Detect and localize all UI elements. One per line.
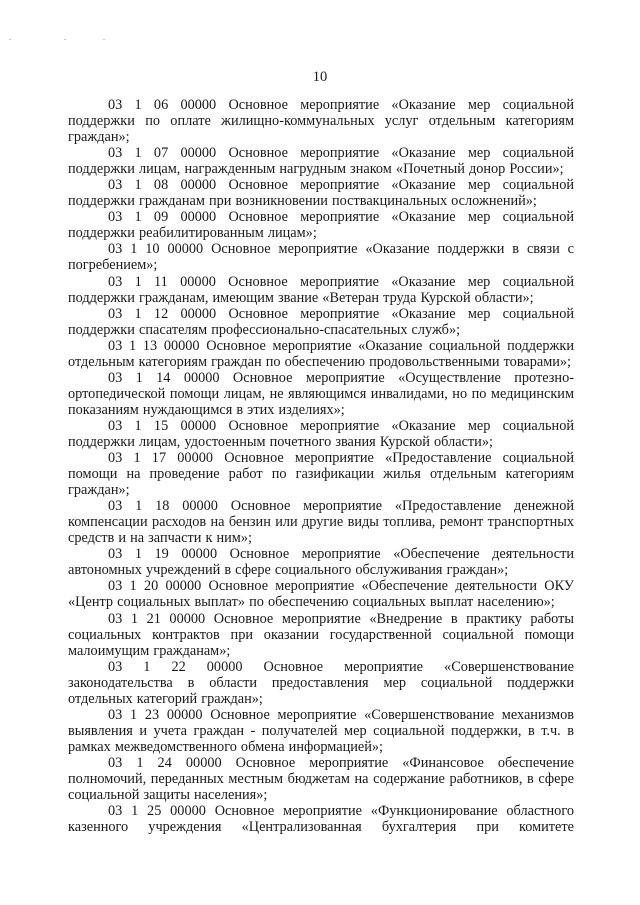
page-number: 10 — [312, 69, 328, 85]
paragraph: 03 1 23 00000 Основное мероприятие «Совершенствование механизмов выявления и учета граждан - получателей мер социальной поддержки, в т.ч. в рамках межведомственного обмена информацией»; — [68, 706, 574, 755]
paragraph: 03 1 07 00000 Основное мероприятие «Оказание мер социальной поддержки лицам, награжденным нагрудным знаком «Почетный донор России»; — [68, 145, 574, 178]
paragraph: 03 1 17 00000 Основное мероприятие «Предоставление социальной помощи на проведение работ по газификации жилья отдельным категориям граждан»; — [68, 450, 574, 499]
paragraph: 03 1 12 00000 Основное мероприятие «Оказание мер социальной поддержки спасателям профессионально-спасательных служб»; — [68, 305, 574, 338]
paragraph: 03 1 09 00000 Основное мероприятие «Оказание мер социальной поддержки реабилитированным лицам»; — [68, 209, 574, 242]
paragraph: 03 1 14 00000 Основное мероприятие «Осуществление протезно-ортопедической помощи лицам, не являющимся инвалидами, но по медицинским показаниям нуждающимся в этих изделиях»; — [68, 369, 574, 418]
scan-mark — [103, 39, 105, 40]
paragraph: 03 1 22 00000 Основное мероприятие «Совершенствование законодательства в области предоставления мер социальной поддержки отдельных категорий граждан»; — [68, 658, 574, 707]
paragraph: 03 1 18 00000 Основное мероприятие «Предоставление денежной компенсации расходов на бензин или другие виды топлива, ремонт транспортных средств и на запчасти к ним»; — [68, 498, 574, 547]
paragraph: 03 1 13 00000 Основное мероприятие «Оказание социальной поддержки отдельным категориям граждан по обеспечению продовольственными товарами»; — [68, 337, 574, 370]
document-body — [68, 97, 574, 835]
paragraph: 03 1 19 00000 Основное мероприятие «Обеспечение деятельности автономных учреждений в сфере социального обслуживания граждан»; — [68, 546, 574, 579]
paragraph: 03 1 08 00000 Основное мероприятие «Оказание мер социальной поддержки гражданам при возникновении поствакцинальных осложнений»; — [68, 177, 574, 210]
paragraph: 03 1 10 00000 Основное мероприятие «Оказание поддержки в связи с погребением»; — [68, 241, 574, 274]
paragraph: 03 1 25 00000 Основное мероприятие «Функционирование областного казенного учреждения «Централизованная бухгалтерия при комитете — [68, 803, 574, 836]
scan-mark — [64, 39, 66, 40]
paragraph: 03 1 15 00000 Основное мероприятие «Оказание мер социальной поддержки лицам, удостоенным почетного звания Курской области»; — [68, 417, 574, 450]
scan-mark — [9, 39, 11, 40]
paragraph: 03 1 21 00000 Основное мероприятие «Внедрение в практику работы социальных контрактов при оказании государственной социальной помощи малоимущим гражданам»; — [68, 610, 574, 659]
paragraph: 03 1 06 00000 Основное мероприятие «Оказание мер социальной поддержки по оплате жилищно-коммунальных услуг отдельным категориям граждан»; — [68, 97, 574, 146]
paragraph: 03 1 20 00000 Основное мероприятие «Обеспечение деятельности ОКУ «Центр социальных выплат» по обеспечению социальных выплат населению»; — [68, 578, 574, 611]
paragraph: 03 1 11 00000 Основное мероприятие «Оказание мер социальной поддержки гражданам, имеющим звание «Ветеран труда Курской области»; — [68, 273, 574, 306]
paragraph: 03 1 24 00000 Основное мероприятие «Финансовое обеспечение полномочий, переданных местным бюджетам на содержание работников, в сфере социальной защиты населения»; — [68, 754, 574, 804]
